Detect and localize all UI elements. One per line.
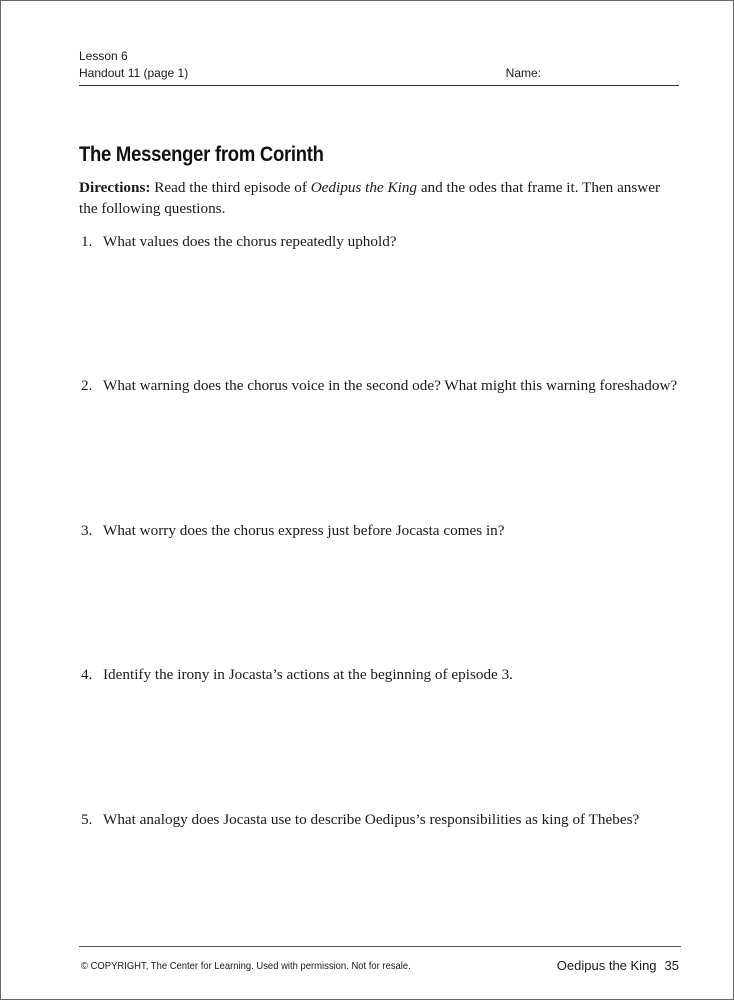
page-header	[79, 48, 679, 82]
question-number: 5.	[81, 811, 93, 828]
question-text: What warning does the chorus voice in the second ode? What might this warning foreshadow?	[103, 377, 678, 394]
question-number: 3.	[81, 522, 93, 539]
name-label: Name:	[505, 66, 541, 80]
header-divider	[79, 85, 679, 86]
question-1	[81, 232, 681, 252]
directions-text-before: Read the third episode of	[150, 179, 311, 196]
directions	[79, 177, 681, 219]
work-title: Oedipus the King	[310, 179, 418, 196]
page-number: 35	[664, 958, 679, 973]
question-number: 4.	[81, 666, 93, 683]
question-text: What analogy does Jocasta use to describe Oedipus’s responsibilities as king of Thebes?	[103, 811, 640, 828]
handout-label: Handout 11 (page 1)	[79, 66, 189, 80]
lesson-label: Lesson 6	[79, 49, 128, 63]
copyright-notice: © COPYRIGHT, The Center for Learning. Used with permission. Not for resale.	[81, 960, 411, 972]
question-number: 2.	[81, 377, 93, 394]
footer-divider	[79, 946, 681, 947]
directions-label: Directions:	[79, 179, 151, 196]
question-3	[81, 521, 681, 541]
page-footer-right	[557, 958, 679, 973]
question-2	[81, 376, 681, 396]
question-number: 1.	[81, 233, 93, 250]
book-title: Oedipus the King	[556, 958, 657, 973]
page-title: The Messenger from Corinth	[79, 143, 324, 166]
question-text: Identify the irony in Jocasta’s actions at the beginning of episode 3.	[103, 666, 513, 683]
question-5	[81, 810, 681, 830]
header-row	[79, 65, 679, 82]
question-text: What worry does the chorus express just before Jocasta comes in?	[103, 522, 505, 539]
directions-text-after: and the odes that frame it. Then answer the following questions.	[79, 179, 661, 217]
question-4	[81, 665, 681, 685]
question-text: What values does the chorus repeatedly uphold?	[103, 233, 397, 250]
